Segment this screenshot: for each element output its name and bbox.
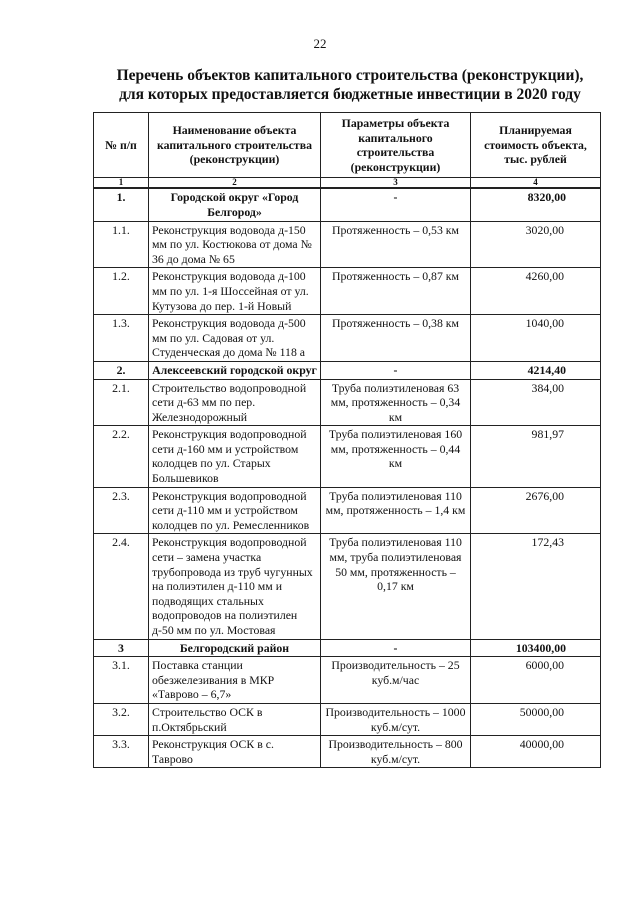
row-params: Производительность – 800 куб.м/сут. — [321, 736, 471, 768]
row-cost: 40000,00 — [471, 736, 601, 768]
row-cost: 981,97 — [471, 426, 601, 487]
document-title — [80, 66, 620, 104]
row-cost: 3020,00 — [471, 221, 601, 268]
row-number: 1.2. — [94, 268, 149, 315]
row-params: - — [321, 639, 471, 657]
row-number: 1. — [94, 188, 149, 221]
row-cost: 384,00 — [471, 379, 601, 426]
row-name: Поставка станции обезжелезивания в МКР «Таврово – 6,7» — [149, 657, 321, 704]
row-name: Реконструкция водопроводной сети д-160 мм и устройством колодцев по ул. Старых Большевиков — [149, 426, 321, 487]
row-cost: 8320,00 — [471, 188, 601, 221]
row-number: 1.1. — [94, 221, 149, 268]
investment-table — [93, 112, 601, 768]
title-line-2: для которых предоставляется бюджетные инвестиции в 2020 году — [119, 86, 581, 103]
header-num: № п/п — [94, 113, 149, 178]
table-row — [94, 534, 601, 639]
table-row — [94, 487, 601, 534]
row-params: - — [321, 188, 471, 221]
table-row — [94, 268, 601, 315]
row-params: - — [321, 361, 471, 379]
row-params: Труба полиэтиленовая 160 мм, протяженность – 0,44 км — [321, 426, 471, 487]
row-name: Реконструкция водовода д-500 мм по ул. Садовая от ул. Студенческая до дома № 118 а — [149, 315, 321, 362]
row-cost: 2676,00 — [471, 487, 601, 534]
row-params: Протяженность – 0,53 км — [321, 221, 471, 268]
col-number: 1 — [94, 178, 149, 189]
col-number: 2 — [149, 178, 321, 189]
row-name: Алексеевский городской округ — [149, 361, 321, 379]
row-params: Протяженность – 0,38 км — [321, 315, 471, 362]
row-cost: 172,43 — [471, 534, 601, 639]
row-name: Реконструкция водовода д-100 мм по ул. 1-я Шоссейная от ул. Кутузова до пер. 1-й Новый — [149, 268, 321, 315]
header-params: Параметры объекта капитального строительства (реконструкции) — [321, 113, 471, 178]
table-row — [94, 221, 601, 268]
page-number: 22 — [313, 36, 327, 51]
row-params: Труба полиэтиленовая 110 мм, труба полиэтиленовая 50 мм, протяженность – 0,17 км — [321, 534, 471, 639]
col-number: 3 — [321, 178, 471, 189]
row-number: 2.4. — [94, 534, 149, 639]
col-number: 4 — [471, 178, 601, 189]
table-section-row — [94, 361, 601, 379]
row-number: 2.1. — [94, 379, 149, 426]
row-number: 1.3. — [94, 315, 149, 362]
row-cost: 50000,00 — [471, 703, 601, 735]
row-name: Строительство водопроводной сети д-63 мм по пер. Железнодорожный — [149, 379, 321, 426]
row-number: 3.2. — [94, 703, 149, 735]
header-cost: Планируемая стоимость объекта, тыс. рублей — [471, 113, 601, 178]
row-number: 3.3. — [94, 736, 149, 768]
row-name: Городской округ «Город Белгород» — [149, 188, 321, 221]
row-params: Труба полиэтиленовая 63 мм, протяженность – 0,34 км — [321, 379, 471, 426]
row-name: Реконструкция ОСК в с. Таврово — [149, 736, 321, 768]
row-name: Реконструкция водопроводной сети – замена участка трубопровода из труб чугунных на полиэтилен д-110 мм и подводящих стальных водопроводов на полиэтилен д-50 мм по ул. Мостовая — [149, 534, 321, 639]
table-row — [94, 379, 601, 426]
column-number-row — [94, 178, 601, 189]
row-params: Труба полиэтиленовая 110 мм, протяженность – 1,4 км — [321, 487, 471, 534]
row-cost: 4214,40 — [471, 361, 601, 379]
table-row — [94, 657, 601, 704]
table-section-row — [94, 188, 601, 221]
table-header-row — [94, 113, 601, 178]
row-name: Реконструкция водопроводной сети д-110 мм и устройством колодцев по ул. Ремесленников — [149, 487, 321, 534]
table-row — [94, 426, 601, 487]
row-number: 2.3. — [94, 487, 149, 534]
row-params: Производительность – 25 куб.м/час — [321, 657, 471, 704]
table-row — [94, 315, 601, 362]
row-cost: 103400,00 — [471, 639, 601, 657]
row-name: Белгородский район — [149, 639, 321, 657]
row-cost: 1040,00 — [471, 315, 601, 362]
row-params: Протяженность – 0,87 км — [321, 268, 471, 315]
row-number: 2. — [94, 361, 149, 379]
row-name: Строительство ОСК в п.Октябрьский — [149, 703, 321, 735]
header-name: Наименование объекта капитального строительства (реконструкции) — [149, 113, 321, 178]
row-cost: 4260,00 — [471, 268, 601, 315]
row-number: 2.2. — [94, 426, 149, 487]
row-cost: 6000,00 — [471, 657, 601, 704]
row-params: Производительность – 1000 куб.м/сут. — [321, 703, 471, 735]
table-row — [94, 703, 601, 735]
row-number: 3.1. — [94, 657, 149, 704]
table-body — [94, 188, 601, 767]
row-number: 3 — [94, 639, 149, 657]
title-line-1: Перечень объектов капитального строительства (реконструкции), — [116, 67, 584, 84]
table-row — [94, 736, 601, 768]
table-section-row — [94, 639, 601, 657]
row-name: Реконструкция водовода д-150 мм по ул. Костюкова от дома № 36 до дома № 65 — [149, 221, 321, 268]
